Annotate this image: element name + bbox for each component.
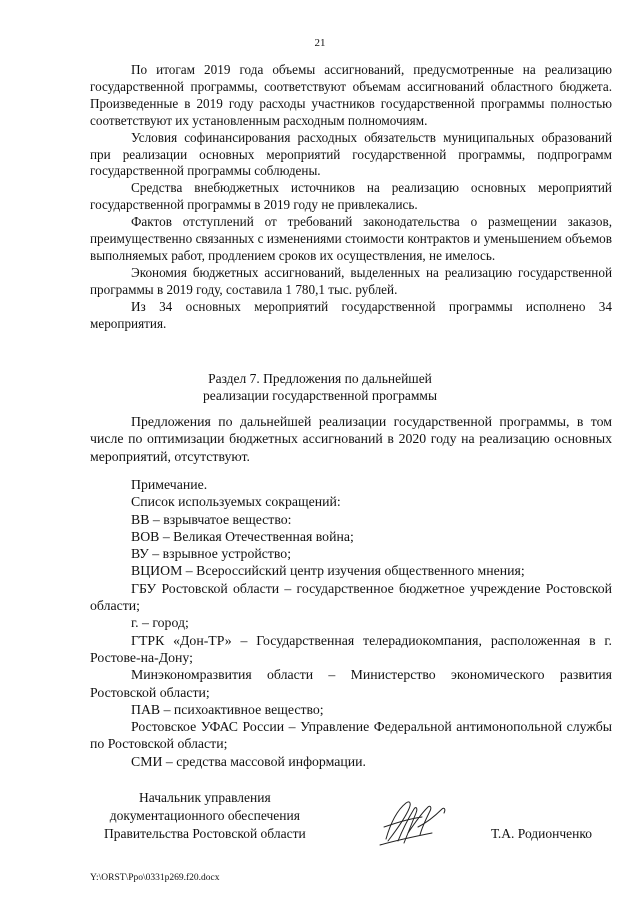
abbreviation-item: ГБУ Ростовской области – государственное бюджетное учреждение Ростовской области; xyxy=(90,580,612,614)
paragraph-budget-compliance: По итогам 2019 года объемы ассигнований, предусмотренные на реализацию государственной программы, соответствуют объемам ассигнований областного бюджета. Произведенные в 2019 году расходы участников государственной программы полностью соответствуют их установленным расходным полномочиям. xyxy=(90,62,612,128)
signatory-title-line1: Начальник управления xyxy=(139,790,271,805)
signatory-title xyxy=(104,789,306,843)
abbreviation-item: ВВ – взрывчатое вещество: xyxy=(131,511,292,527)
abbreviations-heading: Список используемых сокращений: xyxy=(131,494,341,510)
file-path-footer: Y:\ORST\Ppo\0331p269.f20.docx xyxy=(90,873,220,883)
handwritten-signature xyxy=(372,797,462,852)
abbreviation-item: ВУ – взрывное устройство; xyxy=(131,546,292,562)
paragraph-procurement: Фактов отступлений от требований законодательства о размещении заказов, преимущественно связанных с изменениями стоимости контрактов и уменьшением объемов выполняемых работ, продлением сроков их осуществления, не имелось. xyxy=(90,214,612,263)
abbreviation-item: СМИ – средства массовой информации. xyxy=(131,753,366,769)
note-title: Примечание. xyxy=(131,477,208,492)
abbreviations-list xyxy=(90,476,612,770)
abbreviation-item: г. – город; xyxy=(131,615,189,631)
signatory-name: Т.А. Родионченко xyxy=(491,826,592,841)
report-paragraphs xyxy=(90,62,612,333)
section-heading xyxy=(0,370,640,404)
abbreviation-item: Ростовское УФАС России – Управление Федеральной антимонопольной службы по Ростовской области; xyxy=(90,719,612,752)
page-number: 21 xyxy=(314,37,326,49)
paragraph-activities: Из 34 основных мероприятий государственной программы исполнено 34 мероприятия. xyxy=(90,298,612,331)
signatory-title-line2: документационного обеспечения xyxy=(109,808,300,823)
abbreviation-item: ВЦИОМ – Всероссийский центр изучения общественного мнения; xyxy=(131,563,525,579)
section-body xyxy=(90,413,612,465)
signatory-title-line3: Правительства Ростовской области xyxy=(104,826,306,841)
paragraph-savings: Экономия бюджетных ассигнований, выделенных на реализацию государственной программы в 2019 году, составила 1 780,1 тыс. рублей. xyxy=(90,264,612,297)
paragraph-proposals: Предложения по дальнейшей реализации государственной программы, в том числе по оптимизации бюджетных ассигнований в 2020 году на реализацию основных мероприятий, отсутствуют. xyxy=(90,414,612,464)
abbreviation-item: ПАВ – психоактивное вещество; xyxy=(131,701,324,717)
abbreviation-item: ВОВ – Великая Отечественная война; xyxy=(131,528,354,544)
paragraph-extrabudgetary: Средства внебюджетных источников на реализацию основных мероприятий государственной программы в 2019 году не привлекались. xyxy=(90,180,612,213)
paragraph-cofinancing: Условия софинансирования расходных обязательств муниципальных образований при реализации основных мероприятий государственной программы, подпрограмм государственной программы соблюдены. xyxy=(90,129,612,179)
section-heading-line1: Раздел 7. Предложения по дальнейшей xyxy=(208,371,432,386)
abbreviation-item: ГТРК «Дон-ТР» – Государственная телерадиокомпания, расположенная в г. Ростове-на-Дону; xyxy=(90,632,612,665)
abbreviation-item: Минэкономразвития области – Министерство экономического развития Ростовской области; xyxy=(90,667,612,700)
section-heading-line2: реализации государственной программы xyxy=(202,388,438,403)
